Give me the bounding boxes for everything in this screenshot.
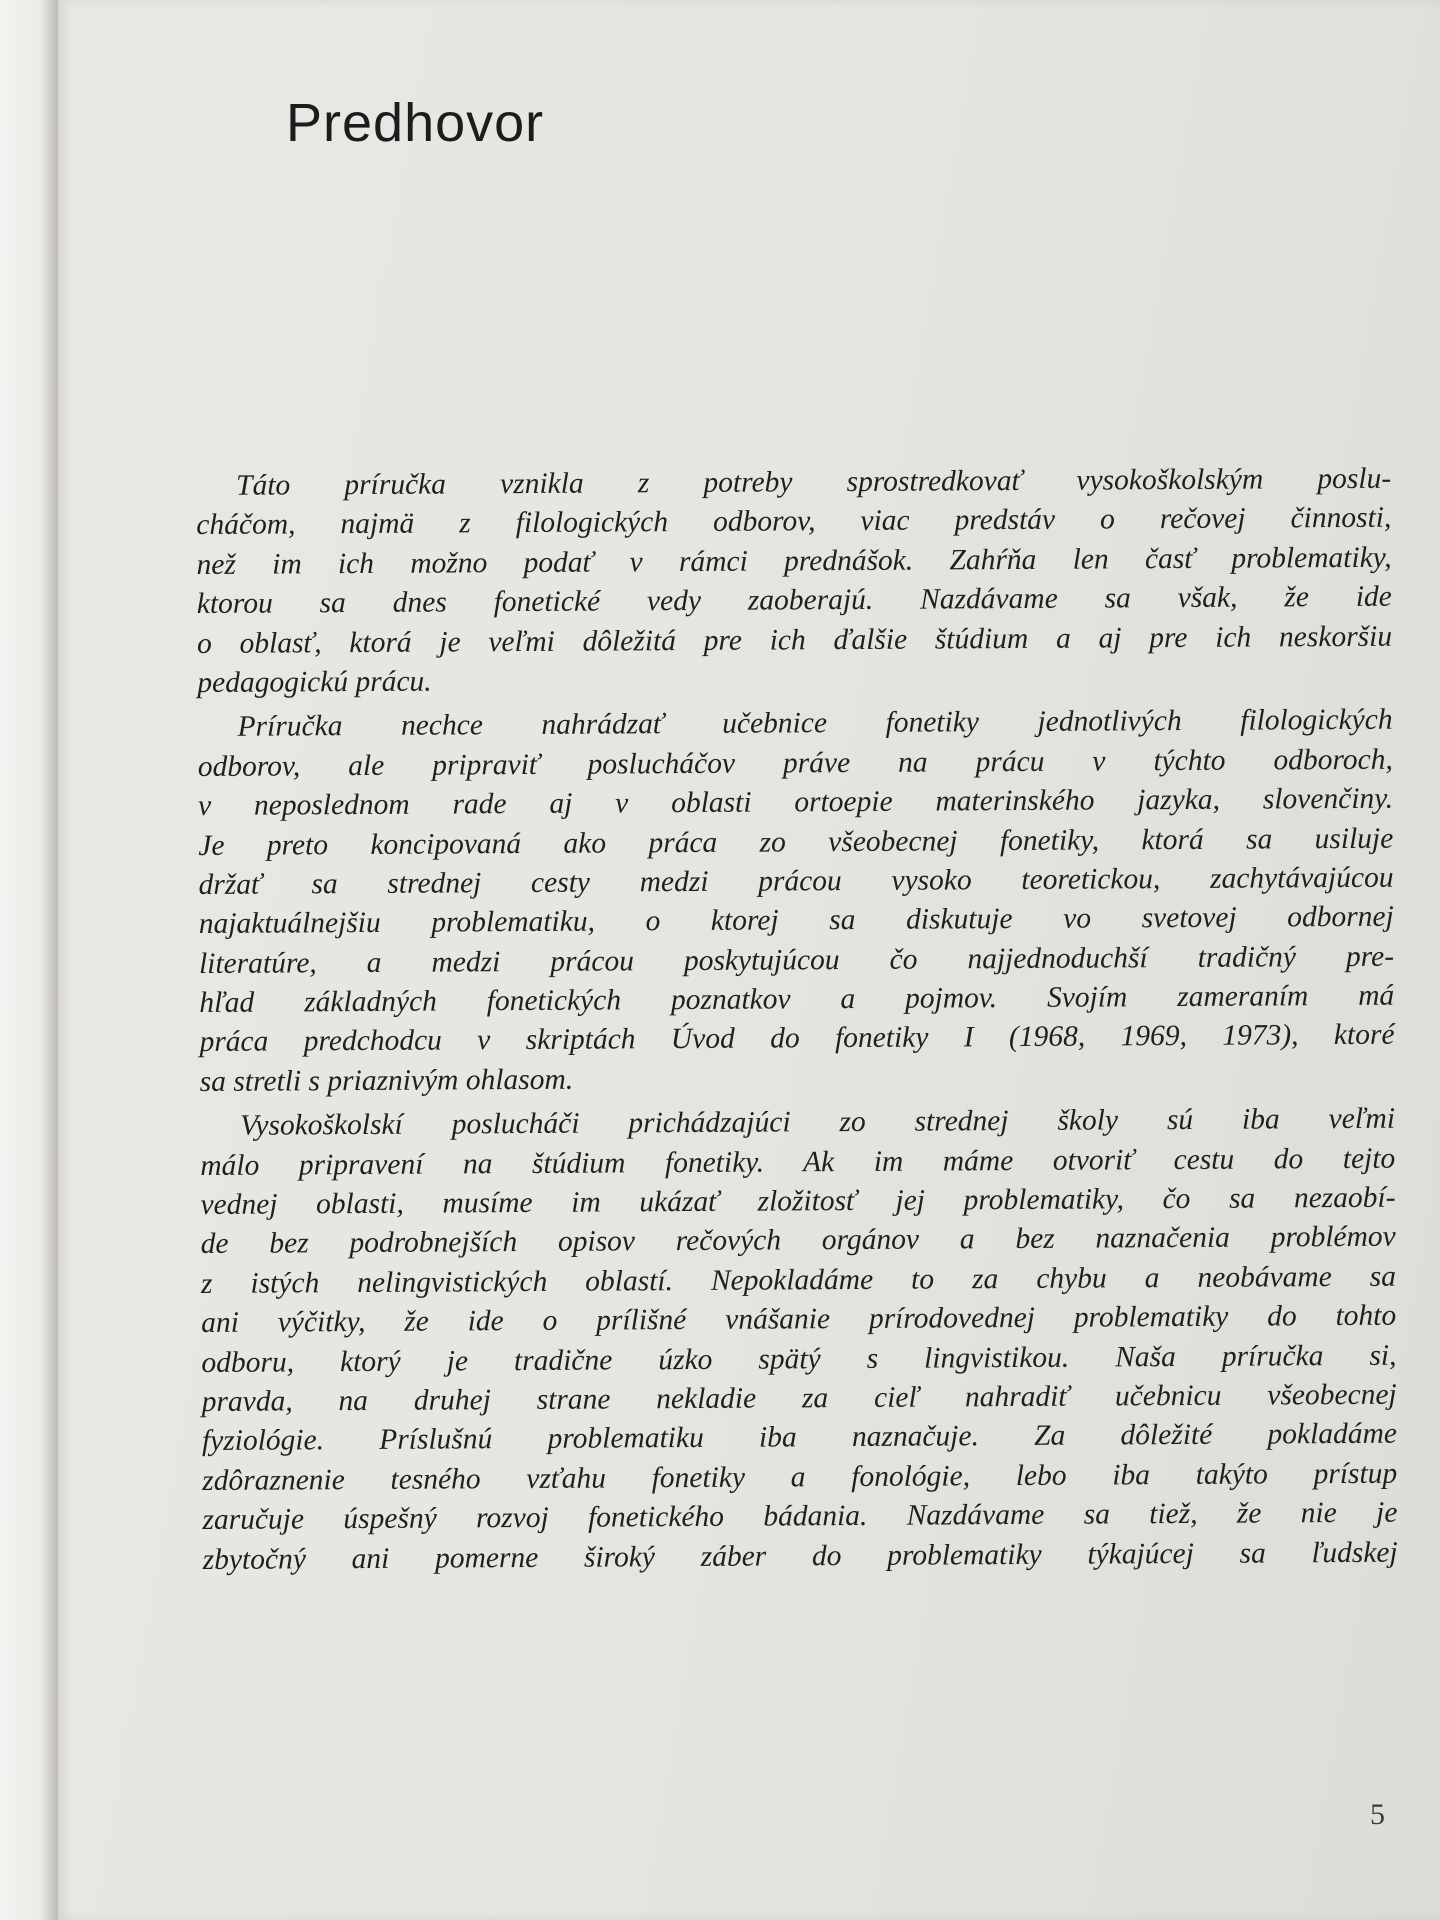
text-line: odborov, ale pripraviť poslucháčov práve na prácu v týchto odboroch, xyxy=(197,743,1393,783)
text-line: pravda, na druhej strane nekladie za cieľ nahradiť učebnicu všeobecnej xyxy=(201,1378,1397,1418)
paragraph-3 xyxy=(200,1100,1398,1580)
text-line: hľad základných fonetických poznatkov a pojmov. Svojím zameraním má xyxy=(199,979,1395,1020)
text-line: literatúre, a medzi prácou poskytujúcou čo najjednoduchší tradičný pre- xyxy=(198,940,1395,980)
paragraph-2 xyxy=(197,701,1394,1102)
text-line: fyziológie. Príslušnú problematiku iba naznačuje. Za dôležité pokladáme xyxy=(201,1418,1398,1458)
text-line: najaktuálnejšiu problematiku, o ktorej sa diskutuje vo svetovej odbornej xyxy=(198,900,1394,941)
text-line: práca predchodcu v skriptách Úvod do fonetiky I (1968, 1969, 1973), ktoré xyxy=(199,1019,1395,1059)
text-line: de bez podrobnejších opisov rečových orgánov a bez naznačenia problémov xyxy=(200,1221,1396,1261)
text-line: o oblasť, ktorá je veľmi dôležitá pre ich ďalšie štúdium a aj pre ich neskoršiu xyxy=(196,620,1393,660)
text-line: zdôraznenie tesného vzťahu fonetiky a fonológie, lebo iba takýto prístup xyxy=(202,1457,1398,1497)
text-line: Príručka nechce nahrádzať učebnice fonetiky jednotlivých filologických xyxy=(237,704,1393,744)
paragraph-1 xyxy=(196,460,1392,704)
page-number: 5 xyxy=(1370,1798,1385,1831)
text-line: málo pripravení na štúdium fonetiky. Ak im máme otvoriť cestu do tejto xyxy=(200,1142,1396,1182)
text-line: zaručuje úspešný rozvoj fonetického bádania. Nazdávame sa tiež, že nie je xyxy=(202,1496,1398,1537)
book-page-edge xyxy=(0,0,58,1920)
text-line: Táto príručka vznikla z potreby sprostredkovať vysokoškolským poslu- xyxy=(236,462,1392,502)
text-line: sa stretli s priaznivým ohlasom. xyxy=(199,1063,574,1098)
text-line: z istých nelingvistických oblastí. Nepokladáme to za chybu a neobávame sa xyxy=(200,1260,1397,1300)
text-line: pedagogickú prácu. xyxy=(197,665,432,699)
foreword-text xyxy=(196,460,1398,1580)
text-line: držať sa strednej cesty medzi prácou vysoko teoretickou, zachytávajúcou xyxy=(198,861,1394,901)
text-line: cháčom, najmä z filologických odborov, viac predstáv o rečovej činnosti, xyxy=(196,502,1392,542)
text-line: odboru, ktorý je tradične úzko spätý s lingvistikou. Naša príručka si, xyxy=(201,1339,1397,1379)
book-page xyxy=(58,0,1440,1920)
text-line: Vysokoškolskí poslucháči prichádzajúci zo strednej školy sú iba veľmi xyxy=(239,1102,1396,1142)
text-line: Je preto koncipovaná ako práca zo všeobecnej fonetiky, ktorá sa usiluje xyxy=(198,822,1394,862)
page-title: Predhovor xyxy=(286,93,545,153)
text-line: ktorou sa dnes fonetické vedy zaoberajú. Nazdávame sa však, že ide xyxy=(196,580,1392,621)
text-line: než im ich možno podať v rámci prednášok. Zahŕňa len časť problematiky, xyxy=(196,541,1392,581)
text-line: ani výčitky, že ide o prílišné vnášanie prírodovednej problematiky do tohto xyxy=(201,1299,1397,1340)
text-line: v neposlednom rade aj v oblasti ortoepie materinského jazyka, slovenčiny. xyxy=(197,782,1394,823)
text-line: vednej oblasti, musíme im ukázať zložitosť jej problematiky, čo sa nezaobí- xyxy=(200,1181,1396,1222)
text-line: zbytočný ani pomerne široký záber do problematiky týkajúcej sa ľudskej xyxy=(202,1536,1398,1576)
